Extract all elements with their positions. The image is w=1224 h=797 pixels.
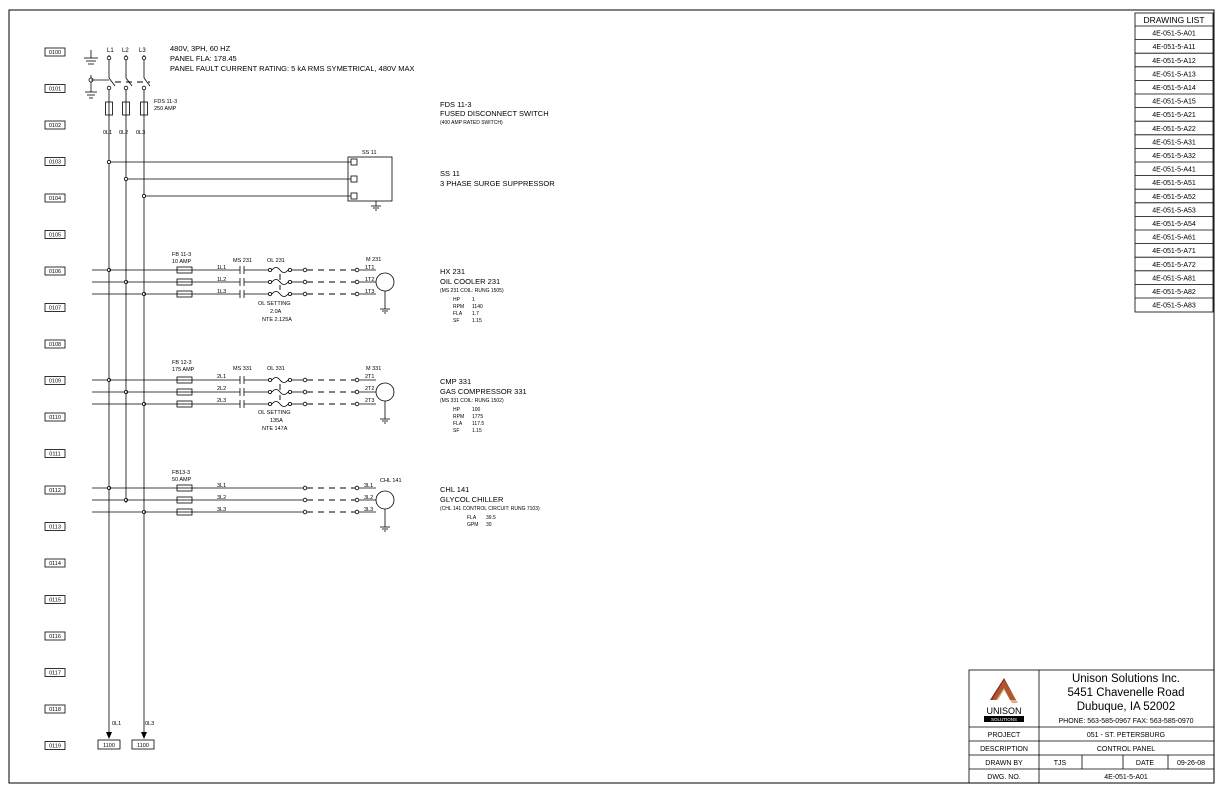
drawing-list-item: 4E-051-5-A31	[1152, 139, 1196, 147]
fds-desc-sub: FUSED DISCONNECT SWITCH	[440, 109, 549, 118]
spec-value: 1.7	[472, 311, 479, 317]
fb-rating: 10 AMP	[172, 259, 192, 265]
fb-tag: FB13-3	[172, 470, 191, 476]
rung-number-0104: 0104	[48, 196, 62, 203]
spec-label: RPM	[453, 414, 465, 420]
drawing-list-item: 4E-051-5-A13	[1152, 71, 1196, 79]
spec-value: 1.15	[472, 318, 482, 324]
spec-value: 1.15	[472, 428, 482, 434]
wire-3: 1L3	[217, 289, 227, 295]
term-2: 1T2	[365, 277, 375, 283]
rung-number-0100: 0100	[48, 50, 62, 57]
spec-label: FLA	[453, 421, 463, 427]
ol-nte: NTE 2.125A	[262, 317, 292, 323]
drawing-list-item: 4E-051-5-A22	[1152, 125, 1196, 133]
drawing-list-item: 4E-051-5-A51	[1152, 180, 1196, 188]
supply-line-2: PANEL FLA: 178.45	[170, 54, 237, 63]
spec-value: 117.5	[472, 421, 485, 427]
ol-tag: OL 231	[267, 258, 285, 264]
supply-line-1: 480V, 3PH, 60 HZ	[170, 44, 231, 53]
load-sub: GLYCOL CHILLER	[440, 495, 504, 504]
bus-label-l3: L3	[139, 48, 146, 54]
rung-number-column	[45, 48, 65, 750]
rung-number-0117: 0117	[49, 670, 61, 677]
load-circuit-cmp331	[172, 360, 527, 434]
spec-value: 100	[472, 407, 481, 413]
date-value: 09-26-08	[1176, 760, 1206, 767]
term-1: 1T1	[365, 265, 375, 271]
load-title: HX 231	[440, 267, 466, 276]
fds-output-0l1: 0L1	[103, 130, 113, 136]
term-3: 3L3	[364, 507, 374, 513]
drawing-list-item: 4E-051-5-A11	[1152, 44, 1196, 52]
drawing-list-item: 4E-051-5-A71	[1152, 248, 1196, 256]
rung-number-0110: 0110	[49, 415, 61, 422]
ol-setting: OL SETTING	[258, 410, 291, 416]
term-1: 2T1	[365, 374, 375, 380]
wire-3: 2L3	[217, 398, 227, 404]
continuation-label-0l3: 0L3	[145, 721, 155, 727]
ss-box-label: SS 11	[362, 150, 377, 156]
unison-logo-icon	[984, 678, 1024, 722]
company-address-1: 5451 Chavenelle Road	[1067, 687, 1185, 699]
rung-number-0119: 0119	[49, 743, 61, 750]
load-note: (MS 331 COIL: RUNG 1502)	[440, 398, 504, 404]
spec-value: 1775	[472, 414, 484, 420]
spec-label: RPM	[453, 304, 465, 310]
load-title: CMP 331	[440, 377, 472, 386]
fds-desc-note: (400 AMP RATED SWITCH)	[440, 120, 503, 126]
continuation-ref-0l3: 1100	[137, 743, 149, 749]
rung-number-0101: 0101	[48, 86, 62, 93]
drawing-list-item: 4E-051-5-A12	[1152, 57, 1196, 65]
drawing-list-item: 4E-051-5-A53	[1152, 207, 1196, 215]
wire-1: 2L1	[217, 374, 227, 380]
wire-2: 2L2	[217, 386, 227, 392]
drawing-list-item: 4E-051-5-A32	[1152, 153, 1196, 160]
drawing-list-item: 4E-051-5-A54	[1152, 221, 1196, 228]
fb-tag: FB 12-3	[172, 360, 192, 366]
term-3: 2T3	[365, 398, 375, 404]
motor-tag: M 231	[366, 257, 382, 263]
drawing-list-item: 4E-051-5-A72	[1152, 261, 1196, 269]
rung-number-0106: 0106	[48, 269, 62, 276]
spec-label: HP	[453, 407, 460, 413]
fused-disconnect-switch-icon	[106, 55, 151, 115]
spec-value: 1140	[472, 304, 483, 310]
rung-number-0114: 0114	[49, 561, 61, 568]
drawing-list-item: 4E-051-5-A15	[1152, 98, 1196, 106]
title-block	[969, 670, 1214, 783]
load-title: CHL 141	[440, 485, 470, 494]
ol-value: 135A	[270, 418, 283, 424]
drawing-list-table	[1135, 13, 1213, 312]
company-phone: PHONE: 563-585-0967 FAX: 563-585-0970	[1058, 718, 1194, 725]
drawn-by-label: DRAWN BY	[985, 760, 1023, 767]
sheet-border	[9, 10, 1214, 783]
spec-label: SF	[453, 428, 460, 434]
ms-tag: MS 231	[233, 258, 252, 264]
rung-number-0103: 0103	[48, 159, 62, 166]
surge-suppressor	[107, 157, 392, 210]
logo-text: UNISON	[986, 706, 1022, 716]
drawing-list-item: 4E-051-5-A52	[1152, 193, 1196, 201]
description-label: DESCRIPTION	[980, 746, 1028, 753]
dwg-no-value: 4E-051-5-A01	[1104, 774, 1148, 781]
ol-nte: NTE 147A	[262, 426, 288, 432]
fb-tag: FB 11-3	[172, 252, 192, 258]
drawing-list-item: 4E-051-5-A21	[1152, 112, 1196, 120]
rung-number-0109: 0109	[48, 378, 62, 385]
rung-number-0111: 0111	[49, 451, 61, 458]
drawing-list-item: 4E-051-5-A14	[1152, 85, 1196, 92]
dwg-no-label: DWG. NO.	[987, 774, 1021, 781]
fb-rating: 175 AMP	[172, 367, 195, 373]
spec-label: SF	[453, 318, 460, 324]
fds-output-0l3: 0L3	[136, 130, 146, 136]
ol-value: 2.0A	[270, 309, 282, 315]
rung-number-0115: 0115	[49, 597, 61, 604]
load-sub: GAS COMPRESSOR 331	[440, 387, 527, 396]
rung-number-0118: 0118	[49, 707, 61, 714]
term-1: 3L1	[364, 483, 374, 489]
motor-tag: M 331	[366, 366, 382, 372]
ol-setting: OL SETTING	[258, 301, 291, 307]
fds-output-0l2: 0L2	[119, 130, 129, 136]
drawing-list-item: 4E-051-5-A01	[1152, 30, 1196, 38]
rung-number-0108: 0108	[48, 342, 62, 349]
rung-number-0112: 0112	[49, 488, 61, 495]
rung-number-0107: 0107	[48, 305, 62, 312]
project-value: 051 - ST. PETERSBURG	[1086, 732, 1166, 739]
supply-ground-icon	[84, 50, 98, 64]
spec-value: 39.5	[486, 515, 496, 521]
bus-label-l1: L1	[107, 48, 114, 54]
project-label: PROJECT	[987, 732, 1021, 739]
drawing-list-item: 4E-051-5-A83	[1152, 302, 1196, 310]
drawing-list-item: 4E-051-5-A61	[1152, 234, 1196, 242]
term-2: 2T2	[365, 386, 375, 392]
rung-number-0116: 0116	[49, 634, 61, 641]
vertical-bus-lines	[106, 115, 147, 739]
company-address-2: Dubuque, IA 52002	[1076, 701, 1176, 713]
spec-label: FLA	[467, 515, 477, 521]
load-note: (MS 231 COIL: RUNG 1505)	[440, 288, 504, 294]
drawn-by-value: TJS	[1053, 760, 1067, 767]
drawing-list-item: 4E-051-5-A81	[1152, 275, 1196, 283]
term-2: 3L2	[364, 495, 374, 501]
spec-label: HP	[453, 297, 460, 303]
date-label: DATE	[1135, 760, 1155, 767]
load-note: (CHL 141 CONTROL CIRCUIT: RUNG 7103)	[440, 506, 540, 512]
wire-2: 3L2	[217, 495, 227, 501]
motor-tag: CHL 141	[380, 478, 402, 484]
fb-rating: 50 AMP	[172, 477, 192, 483]
fds-desc-title: FDS 11-3	[440, 100, 472, 109]
ol-tag: OL 331	[267, 366, 285, 372]
spec-label: FLA	[453, 311, 463, 317]
spec-label: GPM	[467, 522, 479, 528]
drawing-list-item: 4E-051-5-A41	[1152, 166, 1196, 174]
load-circuit-hx231	[172, 252, 504, 324]
description-value: CONTROL PANEL	[1096, 746, 1156, 753]
wire-1: 1L1	[217, 265, 227, 271]
load-sub: OIL COOLER 231	[440, 277, 501, 286]
wire-2: 1L2	[217, 277, 227, 283]
rung-number-0105: 0105	[48, 232, 62, 239]
term-3: 1T3	[365, 289, 375, 295]
supply-line-3: PANEL FAULT CURRENT RATING: 5 kA RMS SYMETRICAL, 480V MAX	[170, 64, 415, 73]
load-branch-wiring	[92, 266, 394, 531]
continuation-ref-0l1: 1100	[103, 743, 115, 749]
bus-label-l2: L2	[122, 48, 129, 54]
fds-rating: 250 AMP	[154, 106, 177, 112]
fds-tag: FDS 11-3	[154, 99, 178, 105]
company-name: Unison Solutions Inc.	[1071, 673, 1181, 685]
ms-tag: MS 331	[233, 366, 252, 372]
continuation-label-0l1: 0L1	[112, 721, 122, 727]
ss-desc-title: SS 11	[440, 169, 460, 178]
ss-desc-sub: 3 PHASE SURGE SUPPRESSOR	[440, 179, 555, 188]
logo-sub: SOLUTIONS	[990, 717, 1018, 722]
rung-number-0113: 0113	[49, 524, 61, 531]
spec-value: 1	[472, 297, 475, 303]
wire-1: 3L1	[217, 483, 227, 489]
spec-value: 30	[486, 522, 492, 528]
rung-number-0102: 0102	[48, 123, 62, 130]
disconnect-ground-icon	[85, 75, 109, 98]
drawing-list-item: 4E-051-5-A82	[1152, 289, 1196, 296]
wire-3: 3L3	[217, 507, 227, 513]
drawing-list-title: DRAWING LIST	[1143, 15, 1205, 25]
